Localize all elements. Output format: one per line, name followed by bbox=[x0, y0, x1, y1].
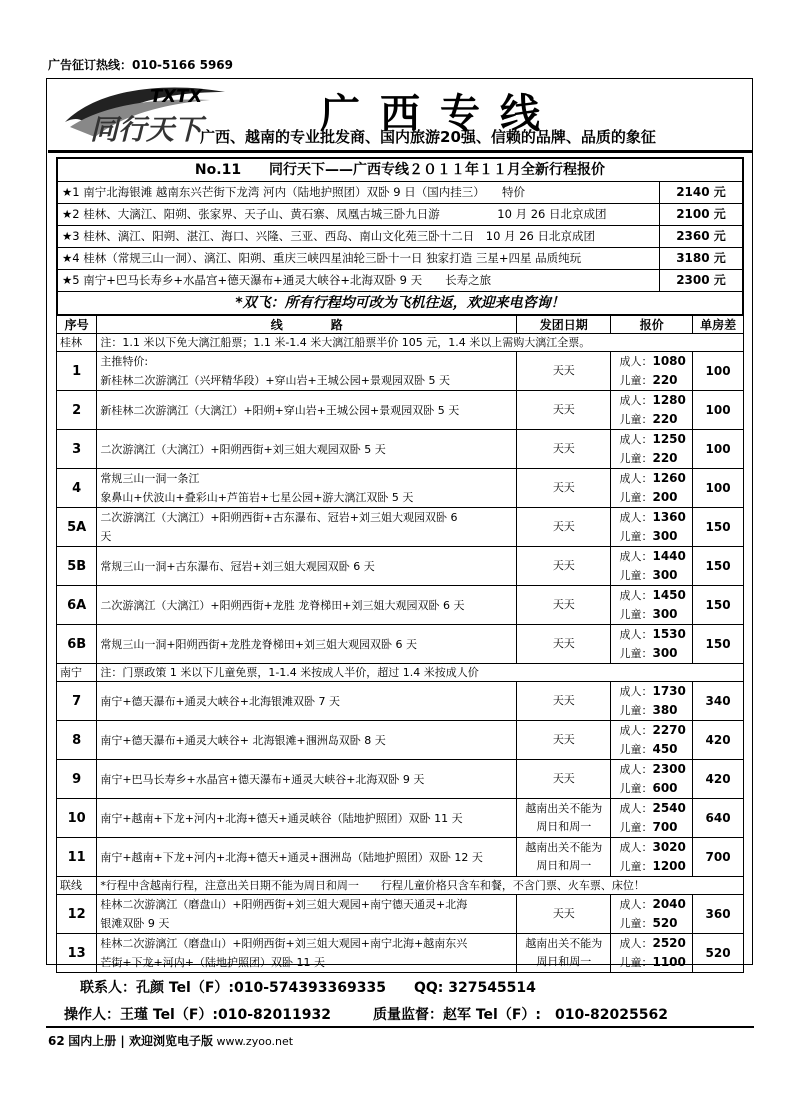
section-label: 桂林 bbox=[57, 334, 97, 352]
row-price bbox=[611, 625, 693, 664]
adult-price bbox=[619, 586, 689, 605]
promo-item bbox=[58, 226, 742, 248]
child-price bbox=[619, 857, 689, 876]
adult-label: 成人： bbox=[619, 763, 653, 776]
child-price bbox=[619, 449, 689, 468]
child-price bbox=[619, 779, 689, 798]
route-line: 芒街+下龙+河内+（陆地护照团）双卧 11 天 bbox=[100, 956, 325, 969]
child-price bbox=[619, 914, 689, 933]
adult-price bbox=[619, 799, 689, 818]
table-row bbox=[57, 799, 744, 838]
row-price bbox=[611, 838, 693, 877]
child-value: 220 bbox=[652, 373, 678, 387]
row-single-supplement: 420 bbox=[693, 721, 744, 760]
contact-line-2: 操作人：王瑾 Tel（F）:010-82011932 质量监督：赵军 Tel（F）: 010-82025562 bbox=[64, 1007, 668, 1023]
slogan: 广西、越南的专业批发商、国内旅游20强、信赖的品牌、品质的象征 bbox=[200, 128, 656, 146]
adult-label: 成人： bbox=[619, 433, 653, 446]
row-route bbox=[97, 586, 517, 625]
child-label: 儿童： bbox=[619, 569, 653, 582]
row-date: 天天 bbox=[517, 586, 611, 625]
child-label: 儿童： bbox=[619, 374, 653, 387]
promo-footer: *双飞：所有行程均可改为飞机往返，欢迎来电咨询！ bbox=[235, 295, 565, 311]
row-date: 天天 bbox=[517, 721, 611, 760]
page-title: 广西专线 bbox=[320, 90, 560, 137]
child-label: 儿童： bbox=[619, 860, 653, 873]
row-price bbox=[611, 508, 693, 547]
child-label: 儿童： bbox=[619, 743, 653, 756]
adult-value: 1280 bbox=[652, 393, 686, 407]
row-price bbox=[611, 352, 693, 391]
header-date: 发团日期 bbox=[517, 316, 611, 334]
row-number: 2 bbox=[57, 391, 97, 430]
route-line: 象鼻山+伏波山+叠彩山+芦笛岩+七星公园+游大漓江双卧 5 天 bbox=[100, 491, 414, 504]
table-row bbox=[57, 469, 744, 508]
table-row bbox=[57, 682, 744, 721]
footer-book: 国内上册 | 欢迎浏览电子版 bbox=[68, 1034, 213, 1048]
row-date: 天天 bbox=[517, 508, 611, 547]
row-number: 6B bbox=[57, 625, 97, 664]
child-price bbox=[619, 371, 689, 390]
adult-price bbox=[619, 469, 689, 488]
row-route bbox=[97, 625, 517, 664]
adult-value: 1360 bbox=[652, 510, 686, 524]
table-row bbox=[57, 391, 744, 430]
row-single-supplement: 100 bbox=[693, 391, 744, 430]
adult-value: 2520 bbox=[652, 936, 686, 950]
brand-en: TXTX bbox=[150, 86, 203, 107]
row-number: 6A bbox=[57, 586, 97, 625]
child-value: 300 bbox=[652, 568, 678, 582]
child-value: 300 bbox=[652, 529, 678, 543]
row-date: 越南出关不能为周日和周一 bbox=[517, 838, 611, 877]
adult-price bbox=[619, 352, 689, 371]
row-price bbox=[611, 469, 693, 508]
route-line: 南宁+越南+下龙+河内+北海+德天+通灵峡谷（陆地护照团）双卧 11 天 bbox=[100, 811, 463, 825]
adult-label: 成人： bbox=[619, 589, 653, 602]
child-value: 300 bbox=[652, 607, 678, 621]
promo-item-price: 3180 元 bbox=[659, 248, 742, 269]
row-price bbox=[611, 682, 693, 721]
child-label: 儿童： bbox=[619, 647, 653, 660]
row-number: 4 bbox=[57, 469, 97, 508]
row-route bbox=[97, 430, 517, 469]
child-price bbox=[619, 566, 689, 585]
section-label: 南宁 bbox=[57, 664, 97, 682]
child-value: 520 bbox=[652, 916, 678, 930]
row-route bbox=[97, 469, 517, 508]
row-number: 3 bbox=[57, 430, 97, 469]
child-value: 700 bbox=[652, 820, 678, 834]
promo-heading: No.11 同行天下——广西专线２０１１年１１月全新行程报价 bbox=[58, 159, 742, 182]
child-label: 儿童： bbox=[619, 782, 653, 795]
adult-label: 成人： bbox=[619, 355, 653, 368]
table-row bbox=[57, 895, 744, 934]
header-no: 序号 bbox=[57, 316, 97, 334]
adult-label: 成人： bbox=[619, 802, 653, 815]
adult-value: 1260 bbox=[652, 471, 686, 485]
row-price bbox=[611, 799, 693, 838]
divider bbox=[48, 150, 752, 153]
row-date: 天天 bbox=[517, 352, 611, 391]
table-row bbox=[57, 352, 744, 391]
adult-label: 成人： bbox=[619, 724, 653, 737]
row-date: 天天 bbox=[517, 625, 611, 664]
route-line: 二次游漓江（大漓江）+阳朔西街+古东瀑布、冠岩+刘三姐大观园双卧 6 bbox=[100, 511, 458, 524]
contact-line-1: 联系人：孔颜 Tel（F）:010-574393369335 QQ: 327545514 bbox=[80, 980, 536, 996]
child-label: 儿童： bbox=[619, 704, 653, 717]
adult-value: 1450 bbox=[652, 588, 686, 602]
section-note: 注：1.1 米以下免大漓江船票；1.1 米-1.4 米大漓江船票半价 105 元，1.4 米以上需购大漓江全票。 bbox=[97, 334, 744, 352]
promo-item-price: 2300 元 bbox=[659, 270, 742, 291]
route-line: 二次游漓江（大漓江）+阳朔西街+龙胜 龙脊梯田+刘三姐大观园双卧 6 天 bbox=[100, 598, 465, 612]
section-note: 注：门票政策 1 米以下儿童免票，1-1.4 米按成人半价，超过 1.4 米按成人价 bbox=[97, 664, 744, 682]
row-single-supplement: 420 bbox=[693, 760, 744, 799]
child-value: 1100 bbox=[652, 955, 686, 969]
row-number: 12 bbox=[57, 895, 97, 934]
child-label: 儿童： bbox=[619, 917, 653, 930]
promo-box bbox=[56, 157, 744, 316]
promo-item bbox=[58, 182, 742, 204]
adult-price bbox=[619, 838, 689, 857]
table-row bbox=[57, 838, 744, 877]
row-price bbox=[611, 586, 693, 625]
row-date: 天天 bbox=[517, 391, 611, 430]
table-row bbox=[57, 625, 744, 664]
child-label: 儿童： bbox=[619, 821, 653, 834]
row-single-supplement: 340 bbox=[693, 682, 744, 721]
route-line: 南宁+巴马长寿乡+水晶宫+德天瀑布+通灵大峡谷+北海双卧 9 天 bbox=[100, 772, 425, 786]
row-number: 10 bbox=[57, 799, 97, 838]
row-date: 越南出关不能为周日和周一 bbox=[517, 799, 611, 838]
row-route bbox=[97, 799, 517, 838]
promo-item-price: 2140 元 bbox=[659, 182, 742, 203]
table-row bbox=[57, 760, 744, 799]
route-line: 天 bbox=[100, 530, 112, 543]
adult-label: 成人： bbox=[619, 550, 653, 563]
child-label: 儿童： bbox=[619, 491, 653, 504]
adult-value: 2540 bbox=[652, 801, 686, 815]
row-date: 天天 bbox=[517, 760, 611, 799]
promo-item-text: ★1 南宁北海银滩 越南东兴芒街下龙湾 河内（陆地护照团）双卧 9 日（国内挂三） 特价 bbox=[62, 185, 525, 199]
adult-price bbox=[619, 895, 689, 914]
row-route bbox=[97, 547, 517, 586]
child-label: 儿童： bbox=[619, 452, 653, 465]
child-price bbox=[619, 488, 689, 507]
row-single-supplement: 360 bbox=[693, 895, 744, 934]
adult-label: 成人： bbox=[619, 511, 653, 524]
route-line: 新桂林二次游漓江（兴坪精华段）+穿山岩+王城公园+景观园双卧 5 天 bbox=[100, 374, 450, 387]
route-line: 南宁+德天瀑布+通灵大峡谷+北海银滩双卧 7 天 bbox=[100, 694, 340, 708]
section-label: 联线 bbox=[57, 877, 97, 895]
adult-value: 1250 bbox=[652, 432, 686, 446]
row-number: 8 bbox=[57, 721, 97, 760]
route-line: 常规三山一洞一条江 bbox=[100, 472, 200, 485]
adult-label: 成人： bbox=[619, 472, 653, 485]
promo-item bbox=[58, 270, 742, 292]
row-single-supplement: 520 bbox=[693, 934, 744, 973]
promo-item bbox=[58, 204, 742, 226]
adult-label: 成人： bbox=[619, 685, 653, 698]
header-single: 单房差 bbox=[693, 316, 744, 334]
child-label: 儿童： bbox=[619, 530, 653, 543]
child-price bbox=[619, 701, 689, 720]
page-number: 62 bbox=[48, 1034, 65, 1048]
table-row bbox=[57, 586, 744, 625]
row-price bbox=[611, 721, 693, 760]
ad-hotline: 广告征订热线：010-5166 5969 bbox=[48, 58, 234, 72]
row-price bbox=[611, 430, 693, 469]
child-price bbox=[619, 644, 689, 663]
adult-value: 2040 bbox=[652, 897, 686, 911]
table-row bbox=[57, 430, 744, 469]
child-price bbox=[619, 410, 689, 429]
row-price bbox=[611, 895, 693, 934]
promo-item-text: ★2 桂林、大漓江、阳朔、张家界、天子山、黄石寨、凤凰古城三卧九日游 10 月 26 日北京成团 bbox=[62, 207, 607, 221]
row-date: 天天 bbox=[517, 430, 611, 469]
promo-item-price: 2100 元 bbox=[659, 204, 742, 225]
section-note-row bbox=[57, 334, 744, 352]
row-single-supplement: 100 bbox=[693, 430, 744, 469]
brand-cn: 同行天下 bbox=[90, 113, 203, 146]
row-number: 5A bbox=[57, 508, 97, 547]
row-route bbox=[97, 721, 517, 760]
row-single-supplement: 150 bbox=[693, 547, 744, 586]
promo-item-price: 2360 元 bbox=[659, 226, 742, 247]
adult-price bbox=[619, 721, 689, 740]
adult-label: 成人： bbox=[619, 898, 653, 911]
route-line: 南宁+越南+下龙+河内+北海+德天+通灵+涠洲岛（陆地护照团）双卧 12 天 bbox=[100, 850, 483, 864]
promo-item bbox=[58, 248, 742, 270]
child-price bbox=[619, 953, 689, 972]
child-label: 儿童： bbox=[619, 956, 653, 969]
row-route bbox=[97, 838, 517, 877]
price-table bbox=[56, 315, 744, 973]
row-single-supplement: 150 bbox=[693, 625, 744, 664]
child-label: 儿童： bbox=[619, 608, 653, 621]
row-route bbox=[97, 682, 517, 721]
row-route bbox=[97, 760, 517, 799]
table-row bbox=[57, 934, 744, 973]
child-price bbox=[619, 818, 689, 837]
adult-price bbox=[619, 430, 689, 449]
adult-price bbox=[619, 682, 689, 701]
child-price bbox=[619, 605, 689, 624]
row-number: 13 bbox=[57, 934, 97, 973]
child-value: 600 bbox=[652, 781, 678, 795]
child-price bbox=[619, 740, 689, 759]
adult-label: 成人： bbox=[619, 628, 653, 641]
adult-value: 3020 bbox=[652, 840, 686, 854]
route-line: 常规三山一洞+古东瀑布、冠岩+刘三姐大观园双卧 6 天 bbox=[100, 559, 375, 573]
row-number: 9 bbox=[57, 760, 97, 799]
promo-item-text: ★5 南宁+巴马长寿乡+水晶宫+德天瀑布+通灵大峡谷+北海双卧 9 天 长寿之旅 bbox=[62, 273, 492, 287]
child-price bbox=[619, 527, 689, 546]
adult-value: 1730 bbox=[652, 684, 686, 698]
row-price bbox=[611, 547, 693, 586]
child-value: 380 bbox=[652, 703, 678, 717]
adult-label: 成人： bbox=[619, 394, 653, 407]
header-route: 线 路 bbox=[97, 316, 517, 334]
adult-value: 1440 bbox=[652, 549, 686, 563]
footer-site[interactable]: www.zyoo.net bbox=[216, 1035, 294, 1048]
row-price bbox=[611, 391, 693, 430]
route-line: 银滩双卧 9 天 bbox=[100, 917, 170, 930]
route-line: 主推特价: bbox=[100, 355, 149, 368]
adult-price bbox=[619, 934, 689, 953]
table-row bbox=[57, 508, 744, 547]
section-note-row bbox=[57, 877, 744, 895]
promo-item-text: ★3 桂林、漓江、阳朔、湛江、海口、兴隆、三亚、西岛、南山文化苑三卧十二日 10 月 26 日北京成团 bbox=[62, 229, 596, 243]
route-line: 桂林二次游漓江（磨盘山）+阳朔西街+刘三姐大观园+南宁德天通灵+北海 bbox=[100, 898, 468, 911]
row-single-supplement: 150 bbox=[693, 586, 744, 625]
child-value: 1200 bbox=[652, 859, 686, 873]
table-row bbox=[57, 547, 744, 586]
row-price bbox=[611, 934, 693, 973]
row-single-supplement: 700 bbox=[693, 838, 744, 877]
route-line: 桂林二次游漓江（磨盘山）+阳朔西街+刘三姐大观园+南宁北海+越南东兴 bbox=[100, 937, 468, 950]
route-line: 常规三山一洞+阳朔西街+龙胜龙脊梯田+刘三姐大观园双卧 6 天 bbox=[100, 637, 417, 651]
row-number: 7 bbox=[57, 682, 97, 721]
row-price bbox=[611, 760, 693, 799]
route-line: 二次游漓江（大漓江）+阳朔西街+刘三姐大观园双卧 5 天 bbox=[100, 442, 386, 456]
header-price: 报价 bbox=[611, 316, 693, 334]
route-line: 新桂林二次游漓江（大漓江）+阳朔+穿山岩+王城公园+景观园双卧 5 天 bbox=[100, 403, 460, 417]
adult-price bbox=[619, 391, 689, 410]
child-value: 220 bbox=[652, 412, 678, 426]
row-number: 1 bbox=[57, 352, 97, 391]
row-number: 5B bbox=[57, 547, 97, 586]
row-single-supplement: 100 bbox=[693, 469, 744, 508]
row-number: 11 bbox=[57, 838, 97, 877]
row-route bbox=[97, 508, 517, 547]
adult-value: 1530 bbox=[652, 627, 686, 641]
row-single-supplement: 100 bbox=[693, 352, 744, 391]
adult-label: 成人： bbox=[619, 841, 653, 854]
row-date: 天天 bbox=[517, 682, 611, 721]
adult-label: 成人： bbox=[619, 937, 653, 950]
adult-price bbox=[619, 625, 689, 644]
row-date: 天天 bbox=[517, 895, 611, 934]
row-date: 天天 bbox=[517, 547, 611, 586]
row-route bbox=[97, 895, 517, 934]
promo-item-text: ★4 桂林（常规三山一洞）、漓江、阳朔、重庆三峡四星油轮三卧十一日 独家打造 三星+四星 品质纯玩 bbox=[62, 251, 582, 265]
row-route bbox=[97, 934, 517, 973]
adult-value: 2300 bbox=[652, 762, 686, 776]
child-value: 300 bbox=[652, 646, 678, 660]
child-value: 200 bbox=[652, 490, 678, 504]
route-line: 南宁+德天瀑布+通灵大峡谷+ 北海银滩+涠洲岛双卧 8 天 bbox=[100, 733, 386, 747]
page-footer bbox=[48, 1032, 293, 1049]
adult-value: 2270 bbox=[652, 723, 686, 737]
child-value: 450 bbox=[652, 742, 678, 756]
adult-value: 1080 bbox=[652, 354, 686, 368]
row-route bbox=[97, 352, 517, 391]
adult-price bbox=[619, 547, 689, 566]
row-single-supplement: 150 bbox=[693, 508, 744, 547]
child-label: 儿童： bbox=[619, 413, 653, 426]
row-single-supplement: 640 bbox=[693, 799, 744, 838]
table-row bbox=[57, 721, 744, 760]
child-value: 220 bbox=[652, 451, 678, 465]
adult-price bbox=[619, 760, 689, 779]
section-note-row bbox=[57, 664, 744, 682]
promo-list bbox=[58, 182, 742, 292]
table-header bbox=[57, 316, 744, 334]
row-date: 越南出关不能为周日和周一 bbox=[517, 934, 611, 973]
section-note: *行程中含越南行程，注意出关日期不能为周日和周一 行程儿童价格只含车和餐，不含门票、火车票、床位！ bbox=[97, 877, 744, 895]
row-route bbox=[97, 391, 517, 430]
adult-price bbox=[619, 508, 689, 527]
footer-divider bbox=[46, 1026, 754, 1028]
row-date: 天天 bbox=[517, 469, 611, 508]
